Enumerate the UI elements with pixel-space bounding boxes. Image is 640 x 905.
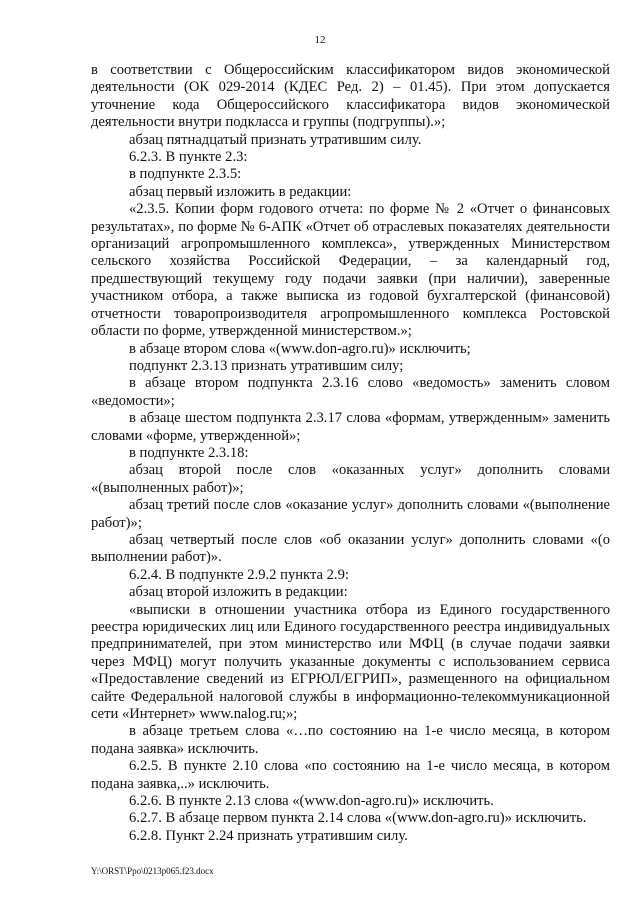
paragraph: 6.2.3. В пункте 2.3:: [129, 149, 248, 166]
paragraph: 6.2.7. В абзаце первом пункта 2.14 слова «(www.don-agro.ru)» исключить.: [129, 810, 587, 827]
paragraph: в абзаце третьем слова «…по состоянию на 1-е число месяца, в котором подана заявка» исключить.: [91, 723, 610, 757]
paragraph: абзац второй изложить в редакции:: [129, 584, 348, 601]
paragraph: «2.3.5. Копии форм годового отчета: по форме № 2 «Отчет о финансовых результатах», по форме № 6-АПК «Отчет об отраслевых показателях деятельности организаций агропромышленного комплекса», утвержденных Министерством сельского хозяйства Российской Федерации, – за календарный год, предшествующий текущему году подачи заявки (при наличии), заверенные участником отбора, а также выписка из годовой бухгалтерской (финансовой) отчетности товаропроизводителя агропромышленного комплекса Ростовской области по форме, утвержденной министерством.»;: [91, 201, 610, 340]
paragraph: абзац первый изложить в редакции:: [129, 183, 352, 200]
file-path-footer: Y:\ORST\Ppo\0213p065.f23.docx: [91, 866, 214, 876]
paragraph: в абзаце шестом подпункта 2.3.17 слова «формам, утвержденным» заменить словами «форме, утвержденной»;: [91, 410, 610, 444]
paragraph: в абзаце втором подпункта 2.3.16 слово «ведомость» заменить словом «ведомости»;: [91, 375, 610, 409]
paragraph: абзац пятнадцатый признать утратившим силу.: [129, 131, 422, 148]
page-number: 12: [314, 34, 326, 46]
paragraph: 6.2.4. В подпункте 2.9.2 пункта 2.9:: [129, 566, 349, 583]
paragraph: в подпункте 2.3.5:: [129, 166, 242, 183]
paragraph: в соответствии с Общероссийским классификатором видов экономической деятельности (ОК 029-2014 (КДЕС Ред. 2) – 01.45). При этом допускается уточнение кода Общероссийского классификатора видов экономической деятельности внутри подкласса и группы (подгруппы).»;: [91, 62, 610, 131]
paragraph: абзац четвертый после слов «об оказании услуг» дополнить словами «(о выполнении работ)».: [91, 531, 610, 566]
paragraph: 6.2.8. Пункт 2.24 признать утратившим силу.: [129, 827, 408, 844]
paragraph: «выписки в отношении участника отбора из Единого государственного реестра юридических лиц или Единого государственного реестра индивидуальных предпринимателей, при этом министерство или МФЦ (в случае подачи заявки через МФЦ) могут получить указанные документы с использованием сервиса «Предоставление сведений из ЕГРЮЛ/ЕГРИП», размещенного на официальном сайте Федеральной налоговой службы в информационно-телекоммуникационной сети «Интернет» www.nalog.ru;»;: [91, 601, 610, 723]
paragraph: абзац третий после слов «оказание услуг» дополнить словами «(выполнение работ)»;: [91, 497, 610, 531]
paragraph: абзац второй после слов «оказанных услуг» дополнить словами «(выполненных работ)»;: [91, 462, 610, 496]
paragraph: в подпункте 2.3.18:: [129, 444, 249, 461]
paragraph: в абзаце втором слова «(www.don-agro.ru)» исключить;: [129, 340, 471, 357]
paragraph: подпункт 2.3.13 признать утратившим силу;: [129, 357, 404, 374]
paragraph: 6.2.6. В пункте 2.13 слова «(www.don-agro.ru)» исключить.: [129, 793, 494, 810]
paragraph: 6.2.5. В пункте 2.10 слова «по состоянию на 1-е число месяца, в котором подана заявка,..» исключить.: [91, 758, 610, 792]
document-body: [91, 62, 610, 845]
